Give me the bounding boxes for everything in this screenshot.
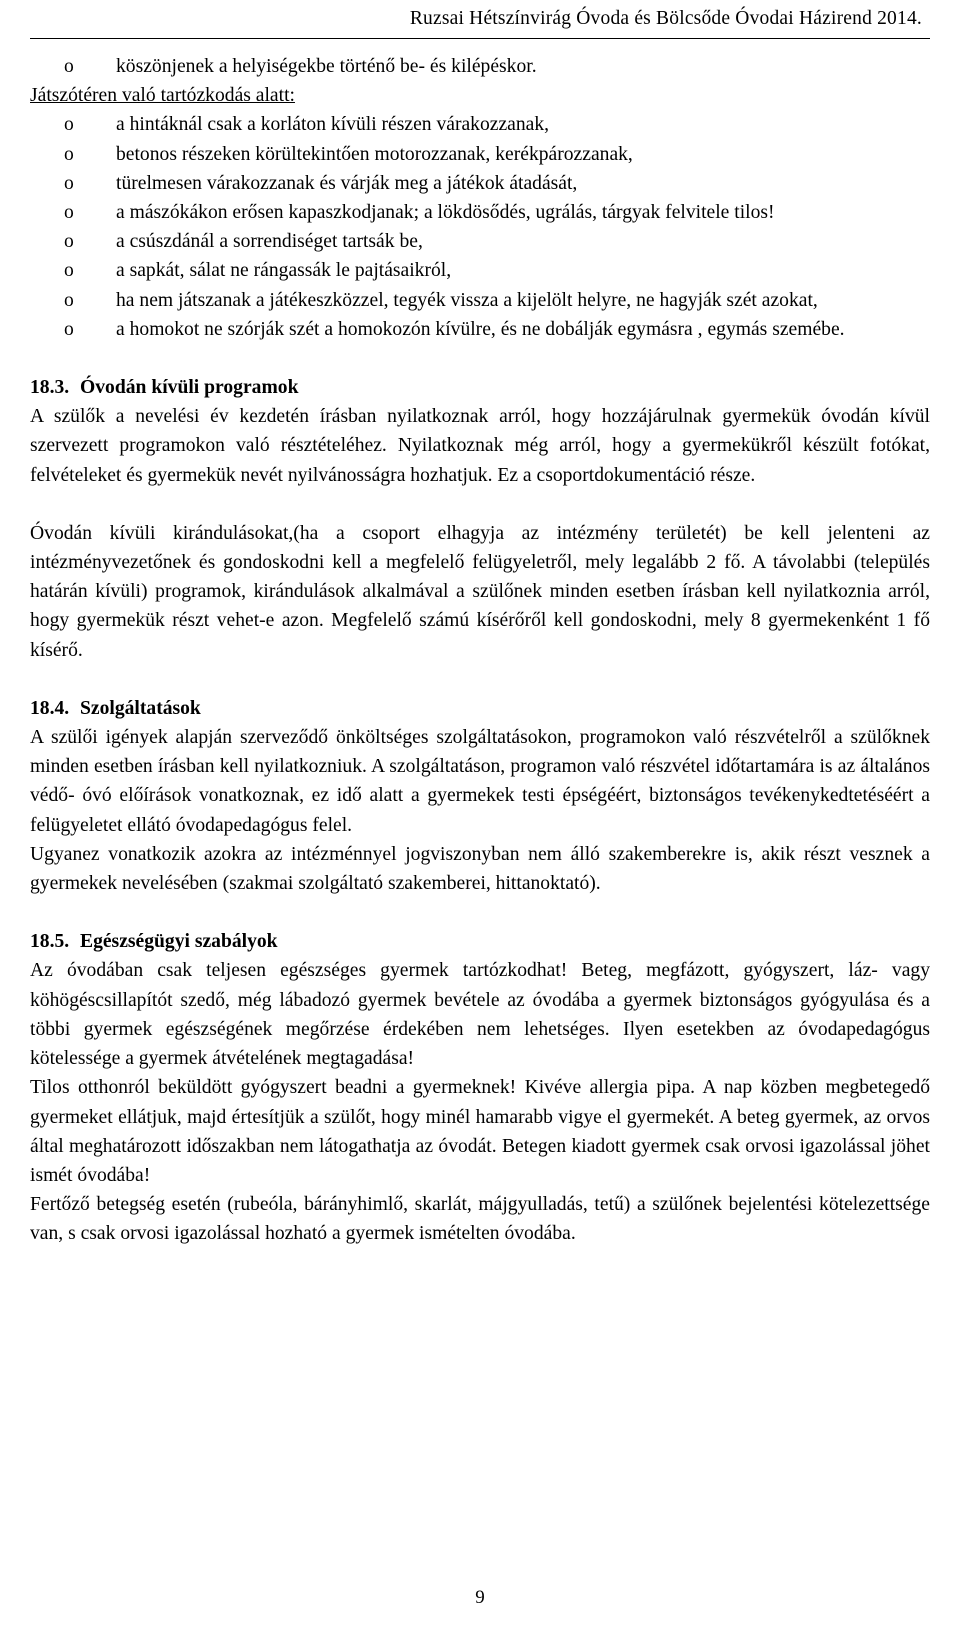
list-item bbox=[30, 52, 930, 81]
list-item bbox=[30, 286, 930, 315]
section-number: 18.3. bbox=[30, 377, 70, 399]
playground-rules-list bbox=[30, 110, 930, 344]
spacer bbox=[30, 898, 930, 927]
list-item-text: türelmesen várakozzanak és várják meg a játékok átadását, bbox=[116, 172, 578, 194]
list-item-text: a sapkát, sálat ne rángassák le pajtásaikról, bbox=[116, 260, 452, 282]
paragraph: Ugyanez vonatkozik azokra az intézménnyel jogviszonyban nem álló szakemberekre is, akik részt vesznek a gyermekek nevelésében (szakmai szolgáltató szakemberei, hittanoktató). bbox=[30, 843, 930, 895]
section-title: Szolgáltatások bbox=[80, 697, 201, 719]
section-heading bbox=[30, 373, 930, 402]
section-number: 18.4. bbox=[30, 697, 70, 719]
header-divider bbox=[30, 38, 930, 39]
paragraph: Tilos otthonról beküldött gyógyszert beadni a gyermeknek! Kivéve allergia pipa. A nap közben megbetegedő gyermeket ellátjuk, majd értesítjük a szülőt, hogy minél hamarabb vigye el gyermekét. A beteg gyermek, az orvos által meghatározott időszakban nem látogathatja az óvodát. Betegen kiadott gyermek csak orvosi igazolással jöhet ismét óvodába! bbox=[30, 1077, 930, 1186]
section-heading bbox=[30, 927, 930, 956]
section-off-site-programs bbox=[30, 373, 930, 665]
section-health-rules bbox=[30, 927, 930, 1248]
paragraph: Óvodán kívüli kirándulásokat,(ha a csoport elhagyja az intézmény területét) be kell jelenteni az intézményvezetőnek és gondoskodni kell a megfelelő felügyeletről, mely legalább 2 fő. A távolabbi (település határán kívüli) programok, kirándulások alkalmával a szülőnek minden esetben írásban kell nyilatkoznia arról, hogy gyermekük részt vehet-e azon. Megfelelő számú kísérőről kell gondoskodni, mely 8 gyermekenként 1 fő kísérő. bbox=[30, 522, 930, 661]
document-body bbox=[30, 52, 930, 1249]
bullet-marker: o bbox=[64, 289, 74, 311]
list-item-text: ha nem játszanak a játékeszközzel, tegyék vissza a kijelölt helyre, ne hagyják szét azokat, bbox=[116, 289, 818, 311]
list-item bbox=[30, 140, 930, 169]
list-item bbox=[30, 198, 930, 227]
playground-rules-title: Játszótéren való tartózkodás alatt: bbox=[30, 85, 295, 107]
paragraph: Az óvodában csak teljesen egészséges gyermek tartózkodhat! Beteg, megfázott, gyógyszert, láz- vagy köhögéscsillapítót szedő, még lábadozó gyermek bevétele az óvodába a gyermek biztonságos gyógyulása és a többi gyermek egészségének megőrzése érdekében nem lehetséges. Ilyen esetekben az óvodapedagógus kötelessége a gyermek átvételének megtagadása! bbox=[30, 960, 930, 1070]
spacer bbox=[30, 665, 930, 694]
list-item bbox=[30, 110, 930, 139]
bullet-marker: o bbox=[64, 260, 74, 282]
section-title: Óvodán kívüli programok bbox=[80, 377, 299, 399]
list-item-text: a homokot ne szórják szét a homokozón kívülre, és ne dobálják egymásra , egymás szemébe. bbox=[116, 318, 845, 340]
list-item bbox=[30, 227, 930, 256]
bullet-marker: o bbox=[64, 202, 74, 224]
bullet-marker: o bbox=[64, 231, 74, 253]
spacer bbox=[30, 490, 930, 519]
page-number: 9 bbox=[475, 1587, 485, 1608]
section-services bbox=[30, 694, 930, 898]
spacer bbox=[30, 344, 930, 373]
page-header: Ruzsai Hétszínvirág Óvoda és Bölcsőde Óvodai Házirend 2014. bbox=[409, 8, 922, 29]
bullet-marker: o bbox=[64, 143, 74, 165]
bullet-marker: o bbox=[64, 172, 74, 194]
list-item-text: köszönjenek a helyiségekbe történő be- és kilépéskor. bbox=[116, 56, 537, 77]
paragraph: A szülői igények alapján szerveződő önköltséges szolgáltatásokon, programokon való részvételről a szülőknek minden esetben írásban kell nyilatkozniuk. A szolgáltatáson, programon való részvétel időtartamára is az általános védő- óvó előírások vonatkoznak, ez idő alatt a gyermekek testi épségéért, biztonságos tevékenykedtetéséért a felügyeletet ellátó óvodapedagógus felel. bbox=[30, 727, 930, 836]
section-title: Egészségügyi szabályok bbox=[80, 931, 278, 953]
list-item-text: a hintáknál csak a korláton kívüli részen várakozzanak, bbox=[116, 114, 550, 136]
paragraph: A szülők a nevelési év kezdetén írásban nyilatkoznak arról, hogy hozzájárulnak gyermekük óvodán kívül szervezett programokon való résztételéhez. Nyilatkoznak még arról, hogy a gyermekükről készült fotókat, felvételeket és gyermekük nevét nyilvánosságra hozhatjuk. Ez a csoportdokumentáció része. bbox=[30, 406, 930, 486]
bullet-marker: o bbox=[64, 318, 74, 340]
bullet-marker: o bbox=[64, 114, 74, 136]
list-item-text: betonos részeken körültekintően motorozzanak, kerékpározzanak, bbox=[116, 143, 633, 165]
list-item-text: a csúszdánál a sorrendiséget tartsák be, bbox=[116, 231, 423, 253]
list-item bbox=[30, 169, 930, 198]
list-item-text: a mászókákon erősen kapaszkodjanak; a lökdösődés, ugrálás, tárgyak felvitele tilos! bbox=[116, 202, 775, 224]
section-heading bbox=[30, 694, 930, 723]
bullet-marker: o bbox=[64, 56, 74, 77]
list-item bbox=[30, 256, 930, 285]
list-item bbox=[30, 315, 930, 344]
section-number: 18.5. bbox=[30, 931, 70, 953]
paragraph: Fertőző betegség esetén (rubeóla, bárányhimlő, skarlát, májgyulladás, tetű) a szülőnek bejelentési kötelezettsége van, s csak orvosi igazolással hozható a gyermek ismételten óvodába. bbox=[30, 1194, 930, 1245]
